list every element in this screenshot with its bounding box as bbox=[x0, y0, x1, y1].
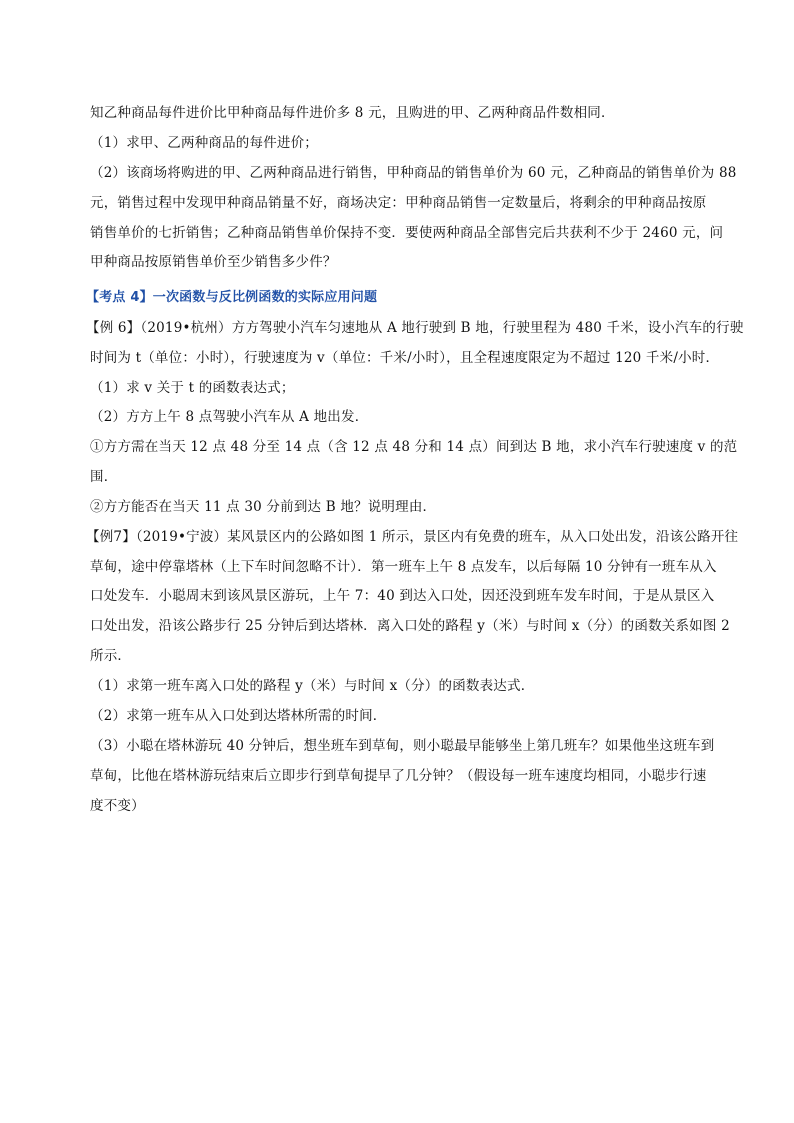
example7-question-3-line-2: 草甸，比他在塔林游玩结束后立即步行到草甸提早了几分钟？（假设每一班车速度均相同，小聪步行速 bbox=[90, 768, 707, 784]
example6-question-1: （1）求 v 关于 t 的函数表达式； bbox=[90, 380, 295, 396]
example7-question-3-line-1: （3）小聪在塔林游玩 40 分钟后，想坐班车到草甸，则小聪最早能够坐上第几班车？如果他坐这班车到 bbox=[90, 738, 715, 754]
example6-line-1: 【例 6】（2019•杭州）方方驾驶小汽车匀速地从 A 地行驶到 B 地，行驶里程为 480 千米，设小汽车的行驶 bbox=[86, 320, 744, 336]
example5-question-2-line-4: 甲种商品按原销售单价至少销售多少件？ bbox=[90, 254, 337, 270]
example6-question-2: （2）方方上午 8 点驾驶小汽车从 A 地出发． bbox=[90, 409, 369, 425]
example7-line-3: 口处发车．小聪周末到该风景区游玩，上午 7：40 到达入口处，因还没到班车发车时间，于是从景区入 bbox=[90, 588, 715, 604]
example7-question-2: （2）求第一班车从入口处到达塔林所需的时间． bbox=[90, 708, 387, 724]
example7-line-1: 【例7】（2019•宁波）某风景区内的公路如图 1 所示，景区内有免费的班车，从入口处出发，沿该公路开往 bbox=[86, 529, 739, 545]
example7-line-5: 所示． bbox=[90, 648, 132, 664]
example7-line-4: 口处出发，沿该公路步行 25 分钟后到达塔林．离入口处的路程 y（米）与时间 x（分）的函数关系如图 2 bbox=[90, 618, 730, 634]
example7-question-3-line-3: 度不变） bbox=[90, 798, 145, 814]
example6-sub-1-line-2: 围． bbox=[90, 469, 118, 485]
example7-question-1: （1）求第一班车离入口处的路程 y（米）与时间 x（分）的函数表达式． bbox=[90, 678, 535, 694]
example6-sub-1-line-1: ①方方需在当天 12 点 48 分至 14 点（含 12 点 48 分和 14 点）间到达 B 地，求小汽车行驶速度 v 的范 bbox=[90, 439, 738, 455]
example5-question-1: （1）求甲、乙两种商品的每件进价； bbox=[90, 135, 318, 151]
example7-line-2: 草甸，途中停靠塔林（上下车时间忽略不计）．第一班车上午 8 点发车，以后每隔 10 分钟有一班车从入 bbox=[90, 559, 717, 575]
example5-question-2-line-2: 元，销售过程中发现甲种商品销量不好，商场决定：甲种商品销售一定数量后，将剩余的甲种商品按原 bbox=[90, 195, 707, 211]
example6-line-2: 时间为 t（单位：小时），行驶速度为 v（单位：千米/小时），且全程速度限定为不超过 120 千米/小时． bbox=[90, 350, 720, 366]
example5-question-2-line-1: （2）该商场将购进的甲、乙两种商品进行销售，甲种商品的销售单价为 60 元，乙种商品的销售单价为 88 bbox=[90, 165, 737, 181]
section-header-4: 【考点 4】一次函数与反比例函数的实际应用问题 bbox=[86, 290, 378, 305]
intro-line-1: 知乙种商品每件进价比甲种商品每件进价多 8 元，且购进的甲、乙两种商品件数相同． bbox=[90, 105, 615, 121]
example6-sub-2: ②方方能否在当天 11 点 30 分前到达 B 地？说明理由． bbox=[90, 499, 437, 515]
example5-question-2-line-3: 销售单价的七折销售；乙种商品销售单价保持不变．要使两种商品全部售完后共获利不少于 2460 元，问 bbox=[90, 225, 724, 241]
